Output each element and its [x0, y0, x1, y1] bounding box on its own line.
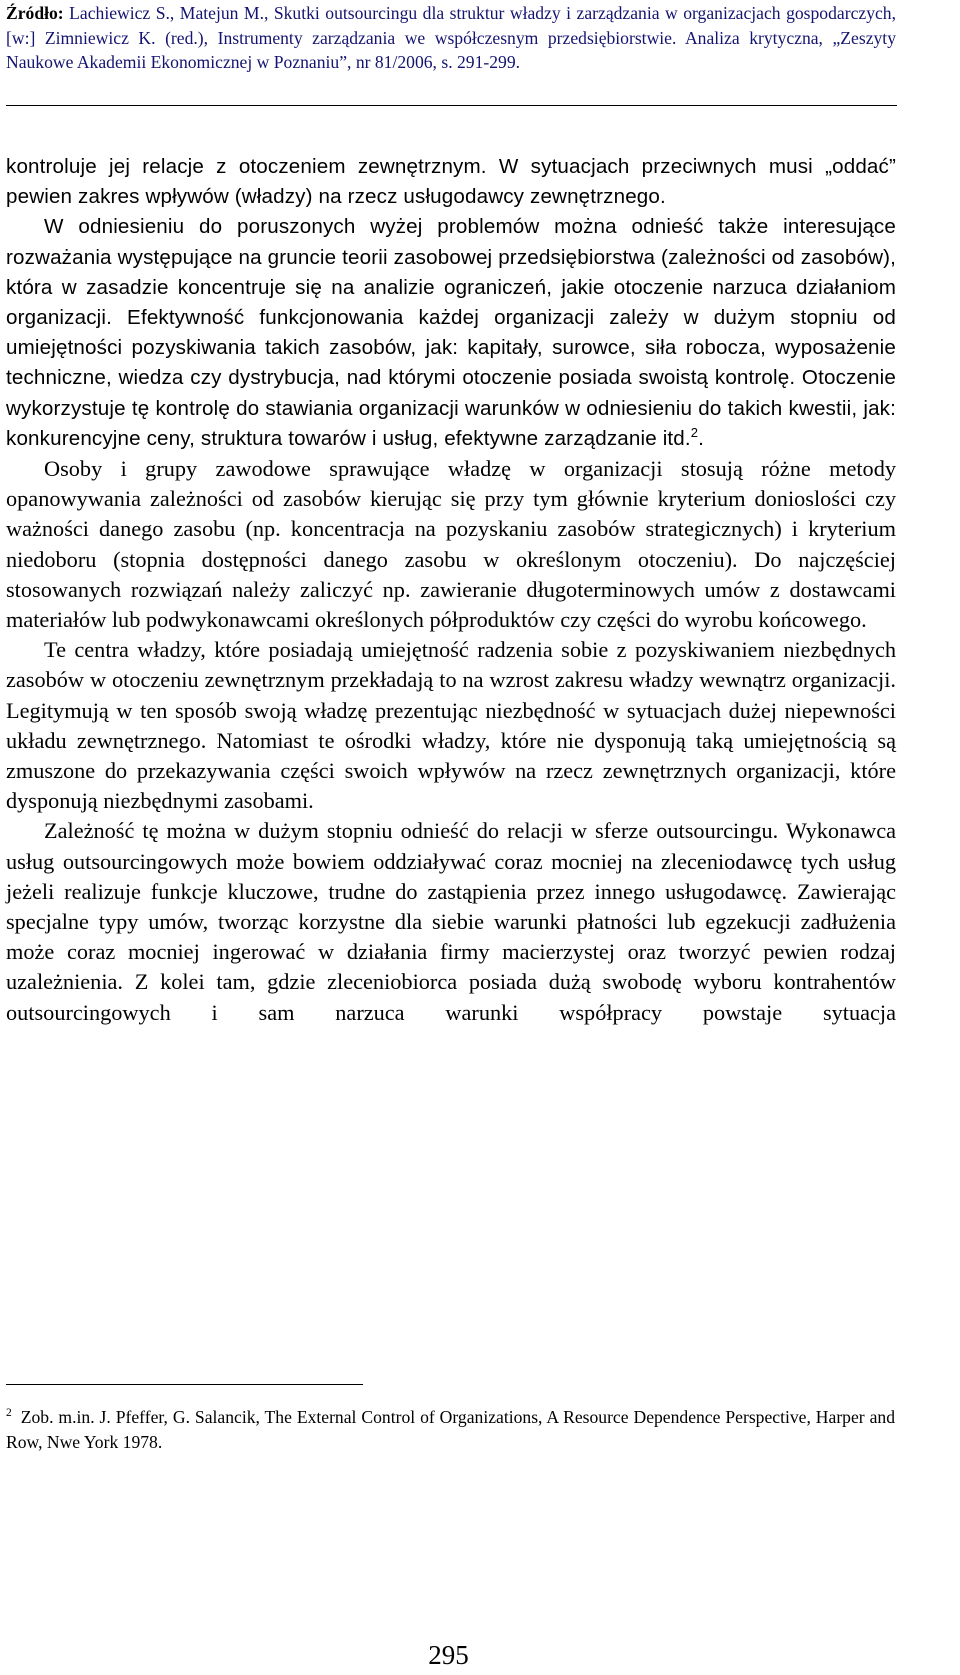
- footnote-number: 2: [6, 1407, 12, 1420]
- source-citation-header: [6, 1, 896, 75]
- header-divider: [6, 105, 897, 106]
- paragraph-resource-theory: [6, 212, 896, 454]
- footnote: [6, 1405, 895, 1454]
- paragraph-outsourcing-relations: Zależność tę można w dużym stopniu odnieść do relacji w sferze outsourcingu. Wykonawca usług outsourcingowych może bowiem oddziaływać coraz mocniej na zleceniodawcę tych usług jeżeli realizuje funkcje kluczowe, trudne do zastąpienia przez innego usługodawcę. Zawierając specjalne typy umów, tworząc korzystne dla siebie warunki płatności lub egzekucji zadłużenia może coraz mocniej ingerować w działania firmy macierzystej oraz tworzyć pewien rodzaj uzależnienia. Z kolei tam, gdzie zleceniobiorca posiada dużą swobodę wyboru kontrahentów outsourcingowych i sam narzuca warunki współpracy powstaje sytuacja: [6, 818, 896, 1025]
- source-label: Źródło:: [6, 3, 64, 23]
- source-citation-text: Lachiewicz S., Matejun M., Skutki outsourcingu dla struktur władzy i zarządzania w organizacjach gospodarczych, [w:] Zimniewicz K. (red.), Instrumenty zarządzania we współczesnym przedsiębiorstwie. Analiza krytyczna, „Zeszyty Naukowe Akademii Ekonomicznej w Poznaniu”, nr 81/2006, s. 291-299.: [6, 3, 896, 72]
- paragraph-resource-theory-text: W odniesieniu do poruszonych wyżej problemów można odnieść także interesujące rozważania występujące na gruncie teorii zasobowej przedsiębiorstwa (zależności od zasobów), która w zasadzie koncentruje się na analizie ograniczeń, jakie otoczenie narzuca działaniom organizacji. Efektywność funkcjonowania każdej organizacji zależy w dużym stopniu od umiejętności pozyskiwania takich zasobów, jak: kapitały, surowce, siła robocza, wyposażenie techniczne, wiedza czy dystrybucja, nad którymi otoczenie posiada swoistą kontrolę. Otoczenie wykorzystuje tę kontrolę do stawiania organizacji warunków w odniesieniu do takich kwestii, jak: konkurencyjne ceny, struktura towarów i usług, efektywne zarządzanie itd.: [6, 215, 896, 450]
- footnote-reference: 2: [690, 424, 699, 440]
- body-text: [6, 152, 896, 1028]
- footnote-divider: [6, 1384, 363, 1385]
- footnote-text: Zob. m.in. J. Pfeffer, G. Salancik, The External Control of Organizations, A Resource Dependence Perspective, Harper and Row, Nwe York 1978.: [6, 1407, 895, 1452]
- paragraph-dependency-methods: Osoby i grupy zawodowe sprawujące władzę w organizacji stosują różne metody opanowywania zależności od zasobów kierując się przy tym głównie kryterium donioslości czy ważności danego zasobu (np. koncentracja na pozyskaniu zasobów strategicznych) i kryterium niedoboru (stopnia dostępności danego zasobu w określonym otoczeniu). Do najczęściej stosowanych rozwiązań należy zaliczyć np. zawieranie długoterminowych umów z dostawcami materiałów lub podwykonawcami określonych półproduktów czy części do wyrobu końcowego.: [6, 456, 896, 633]
- page-number: 295: [428, 1640, 469, 1670]
- paragraph-resource-theory-tail: .: [698, 426, 705, 450]
- paragraph-continuation: kontroluje jej relacje z otoczeniem zewnętrznym. W sytuacjach przeciwnych musi „oddać” pewien zakres wpływów (władzy) na rzecz usługodawcy zewnętrznego.: [6, 155, 896, 209]
- paragraph-power-centers: Te centra władzy, które posiadają umiejętność radzenia sobie z pozyskiwaniem niezbędnych zasobów w otoczeniu zewnętrznym przekładają to na wzrost zakresu władzy wewnątrz organizacji. Legitymują w ten sposób swoją władzę prezentując niezbędność w sytuacjach dużej niepewności układu zewnętrznego. Natomiast te ośrodki władzy, które nie dysponują taką umiejętnością są zmuszone do przekazywania części swoich wpływów na rzecz zewnętrznych organizacji, które dysponują niezbędnymi zasobami.: [6, 637, 896, 814]
